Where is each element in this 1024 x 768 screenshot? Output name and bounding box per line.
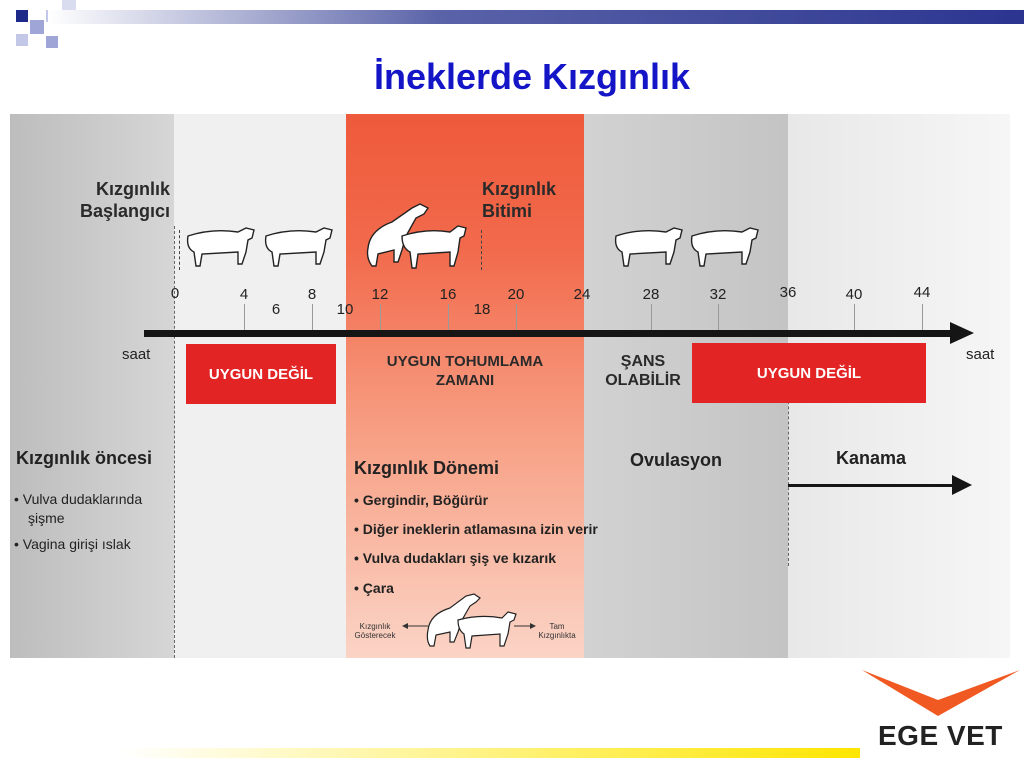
- heat-end-line-1: Kızgınlık: [482, 179, 557, 199]
- pre-heat-item: • Vulva dudaklarında: [14, 491, 143, 507]
- not-suitable-box-1: UYGUN DEĞİL: [186, 344, 336, 404]
- logo-text: EGE VET: [878, 720, 1003, 751]
- heat-period-item: • Gergindir, Böğürür: [354, 492, 489, 508]
- tick-label: 0: [170, 285, 180, 302]
- tick-mark: [651, 304, 652, 330]
- tick-label: 32: [709, 286, 727, 303]
- pre-heat-item: • Vagina girişi ıslak: [14, 536, 131, 552]
- insemination-line-1: UYGUN TOHUMLAMA: [386, 353, 544, 370]
- arrow-right-icon: [514, 622, 536, 630]
- tick-label: 24: [573, 286, 591, 303]
- left-caption: [350, 622, 400, 640]
- start-marker-line: [179, 230, 180, 270]
- tick-label: 6: [271, 301, 281, 318]
- heat-start-label: [80, 178, 170, 222]
- pre-heat-title: Kızgınlık öncesi: [16, 448, 153, 468]
- tick-label: 20: [507, 286, 525, 303]
- time-axis-arrowhead: [950, 322, 974, 344]
- unit-label-left: saat: [122, 346, 151, 363]
- unit-label-right: saat: [966, 346, 995, 363]
- heat-period-title: Kızgınlık Dönemi: [354, 458, 500, 478]
- tick-mark: [380, 304, 381, 330]
- pre-heat-item: şişme: [28, 510, 65, 526]
- tick-label: 18: [473, 301, 491, 318]
- insemination-line-2: ZAMANI: [435, 372, 495, 389]
- cow-pair-left-icon: [182, 218, 342, 278]
- chance-zone-label: [600, 352, 686, 390]
- right-caption-line-1: Tam: [549, 622, 565, 631]
- heat-period-item: • Çara: [354, 580, 394, 596]
- heat-start-line-2: Başlangıcı: [80, 201, 171, 221]
- chance-line-1: ŞANS: [620, 353, 666, 370]
- tick-label: 16: [439, 286, 457, 303]
- tick-label: 10: [336, 301, 354, 318]
- tick-label: 44: [913, 284, 931, 301]
- tick-label: 40: [845, 286, 863, 303]
- tick-label: 4: [239, 286, 249, 303]
- slide-title: İneklerde Kızgınlık: [373, 56, 691, 97]
- end-marker-line: [481, 230, 482, 270]
- cow-pair-right-icon: [610, 218, 770, 278]
- not-suitable-box-2: UYGUN DEĞİL: [692, 343, 926, 403]
- right-caption: [532, 622, 582, 640]
- bleeding-dashed-line: [788, 376, 789, 566]
- tick-label: 28: [642, 286, 660, 303]
- bleeding-title: Kanama: [836, 448, 907, 468]
- heat-end-line-2: Bitimi: [482, 201, 533, 221]
- heat-start-line-1: Kızgınlık: [96, 179, 171, 199]
- time-axis: [144, 330, 956, 337]
- insemination-zone-label: [362, 352, 568, 390]
- tick-mark: [312, 304, 313, 330]
- left-caption-line-1: Kızgınlık: [359, 622, 391, 631]
- tick-label: 8: [307, 286, 317, 303]
- cow-mounting-small-icon: [422, 590, 522, 654]
- tick-label: 36: [779, 284, 797, 301]
- left-caption-line-2: Gösterecek: [354, 631, 396, 640]
- bleeding-arrow: [788, 484, 956, 487]
- ovulation-title: Ovulasyon: [630, 450, 723, 470]
- footer-gradient-bar: [120, 748, 860, 758]
- tick-mark: [244, 304, 245, 330]
- right-caption-line-2: Kızgınlıkta: [538, 631, 576, 640]
- tick-mark: [448, 304, 449, 330]
- bleeding-arrowhead: [952, 475, 972, 495]
- heat-period-item: • Vulva dudakları şiş ve kızarık: [354, 550, 557, 566]
- estrus-diagram: [10, 114, 1010, 658]
- tick-mark: [718, 304, 719, 330]
- chance-line-2: OLABİLİR: [605, 372, 681, 389]
- heat-period-item: • Diğer ineklerin atlamasına izin verir: [354, 521, 598, 537]
- tick-label: 12: [371, 286, 389, 303]
- tick-mark: [854, 304, 855, 330]
- tick-mark: [516, 304, 517, 330]
- heat-end-label: [482, 178, 556, 222]
- tick-mark: [922, 304, 923, 330]
- header-gradient-bar: [48, 10, 1024, 24]
- cow-mounting-icon: [362, 200, 472, 280]
- arrow-left-icon: [402, 622, 428, 630]
